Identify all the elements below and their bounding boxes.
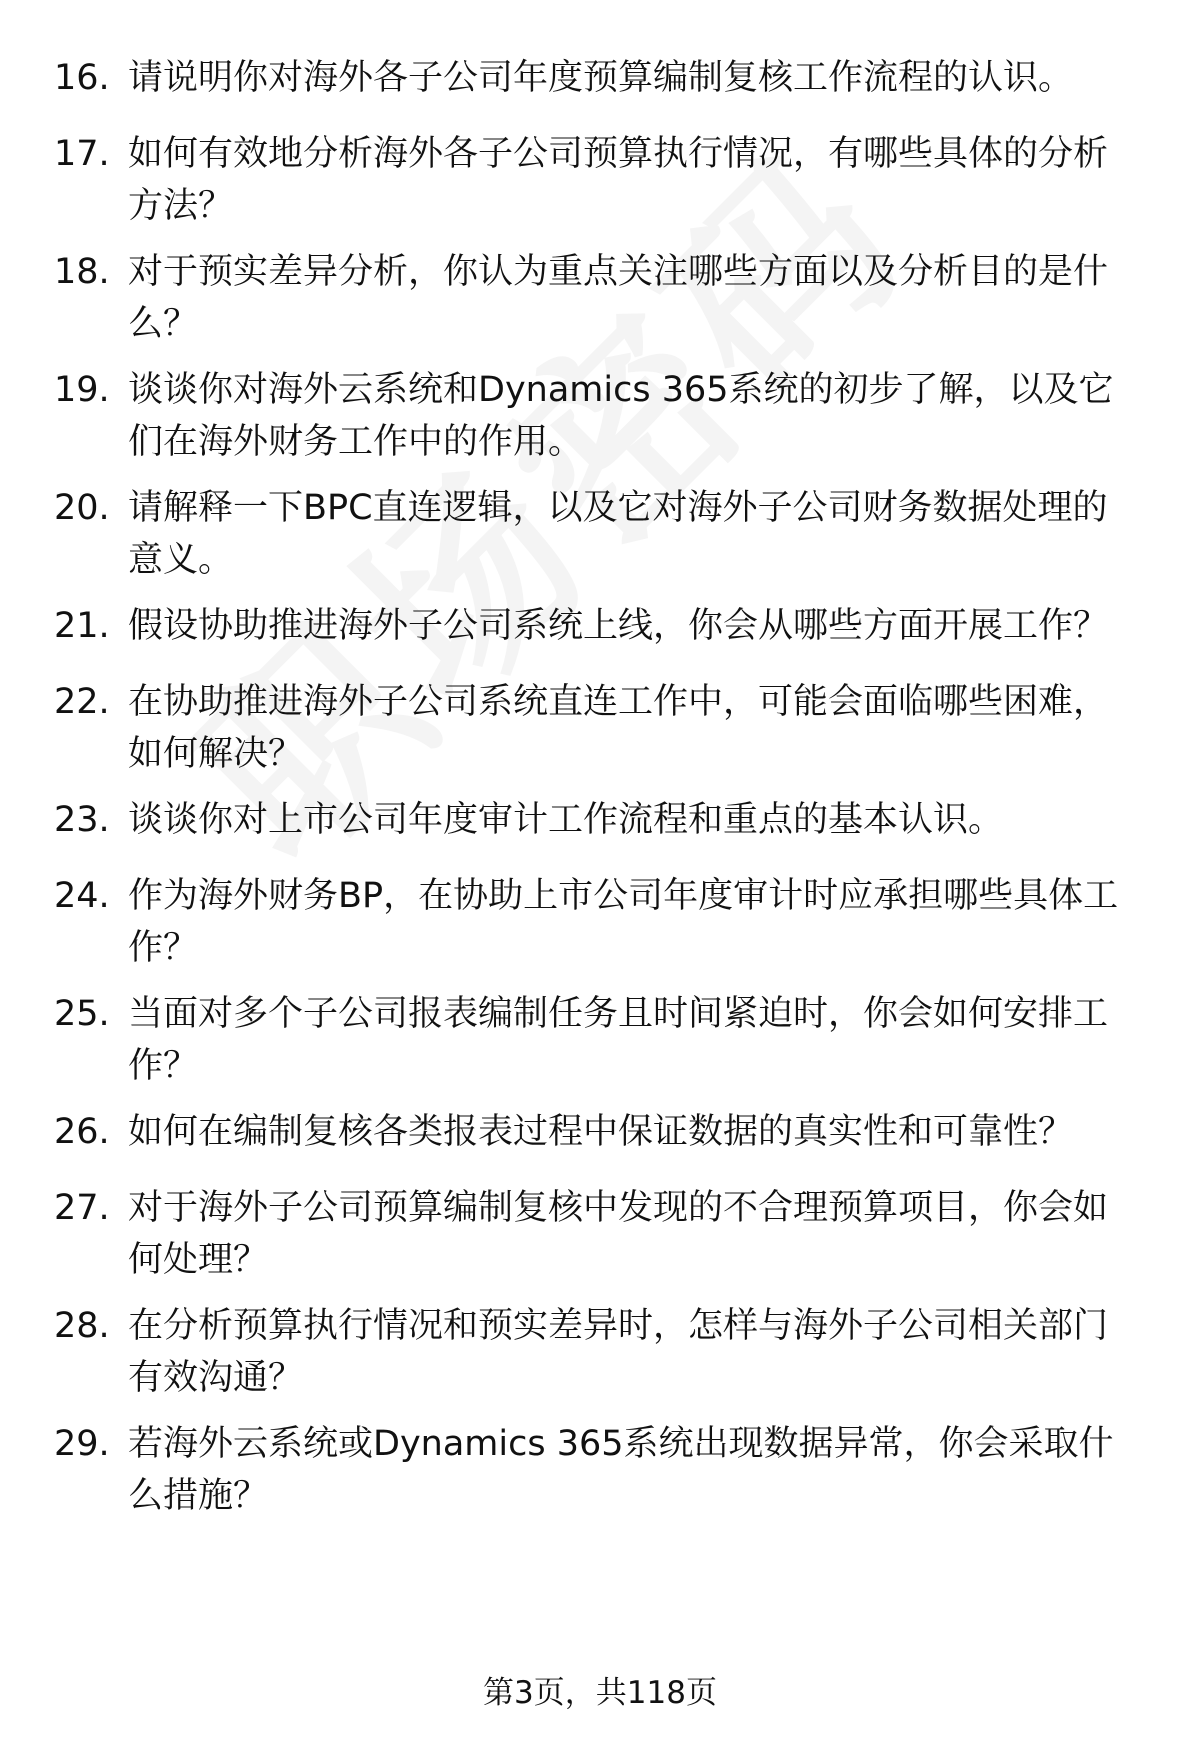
question-number: 18. <box>54 252 110 292</box>
question-text: 对于海外子公司预算编制复核中发现的不合理预算项目，你会如 何处理？ <box>128 1188 1109 1280</box>
question-number: 22. <box>54 682 110 722</box>
question-text: 谈谈你对海外云系统和Dynamics 365系统的初步了解，以及它 们在海外财务工作中的作用。 <box>128 370 1114 462</box>
question-text: 如何在编制复核各类报表过程中保证数据的真实性和可靠性？ <box>128 1112 1074 1152</box>
question-number: 21. <box>54 606 110 646</box>
question-text: 作为海外财务BP，在协助上市公司年度审计时应承担哪些具体工 作？ <box>128 876 1119 968</box>
question-text: 请解释一下BPC直连逻辑，以及它对海外子公司财务数据处理的 意义。 <box>128 488 1108 580</box>
question-number: 28. <box>54 1306 110 1346</box>
question-number: 19. <box>54 370 110 410</box>
question-number: 24. <box>54 876 110 916</box>
question-text: 请说明你对海外各子公司年度预算编制复核工作流程的认识。 <box>128 58 1074 98</box>
question-text: 在分析预算执行情况和预实差异时，怎样与海外子公司相关部门 有效沟通？ <box>128 1306 1109 1398</box>
question-text: 谈谈你对上市公司年度审计工作流程和重点的基本认识。 <box>128 800 1004 840</box>
page-footer: 第3页，共118页 <box>483 1675 717 1711</box>
question-number: 17. <box>54 134 110 174</box>
question-text: 当面对多个子公司报表编制任务且时间紧迫时，你会如何安排工 作？ <box>128 994 1109 1086</box>
question-number: 25. <box>54 994 110 1034</box>
question-text: 如何有效地分析海外各子公司预算执行情况，有哪些具体的分析 方法？ <box>128 134 1109 226</box>
question-text: 若海外云系统或Dynamics 365系统出现数据异常，你会采取什 么措施？ <box>128 1424 1114 1516</box>
question-number: 20. <box>54 488 110 528</box>
question-text: 对于预实差异分析，你认为重点关注哪些方面以及分析目的是什 么？ <box>128 252 1109 344</box>
question-number: 23. <box>54 800 110 840</box>
question-number: 26. <box>54 1112 110 1152</box>
question-text: 在协助推进海外子公司系统直连工作中，可能会面临哪些困难， 如何解决？ <box>128 682 1109 774</box>
question-number: 29. <box>54 1424 110 1464</box>
question-number: 27. <box>54 1188 110 1228</box>
question-text: 假设协助推进海外子公司系统上线，你会从哪些方面开展工作？ <box>128 606 1109 646</box>
question-number: 16. <box>54 58 110 98</box>
